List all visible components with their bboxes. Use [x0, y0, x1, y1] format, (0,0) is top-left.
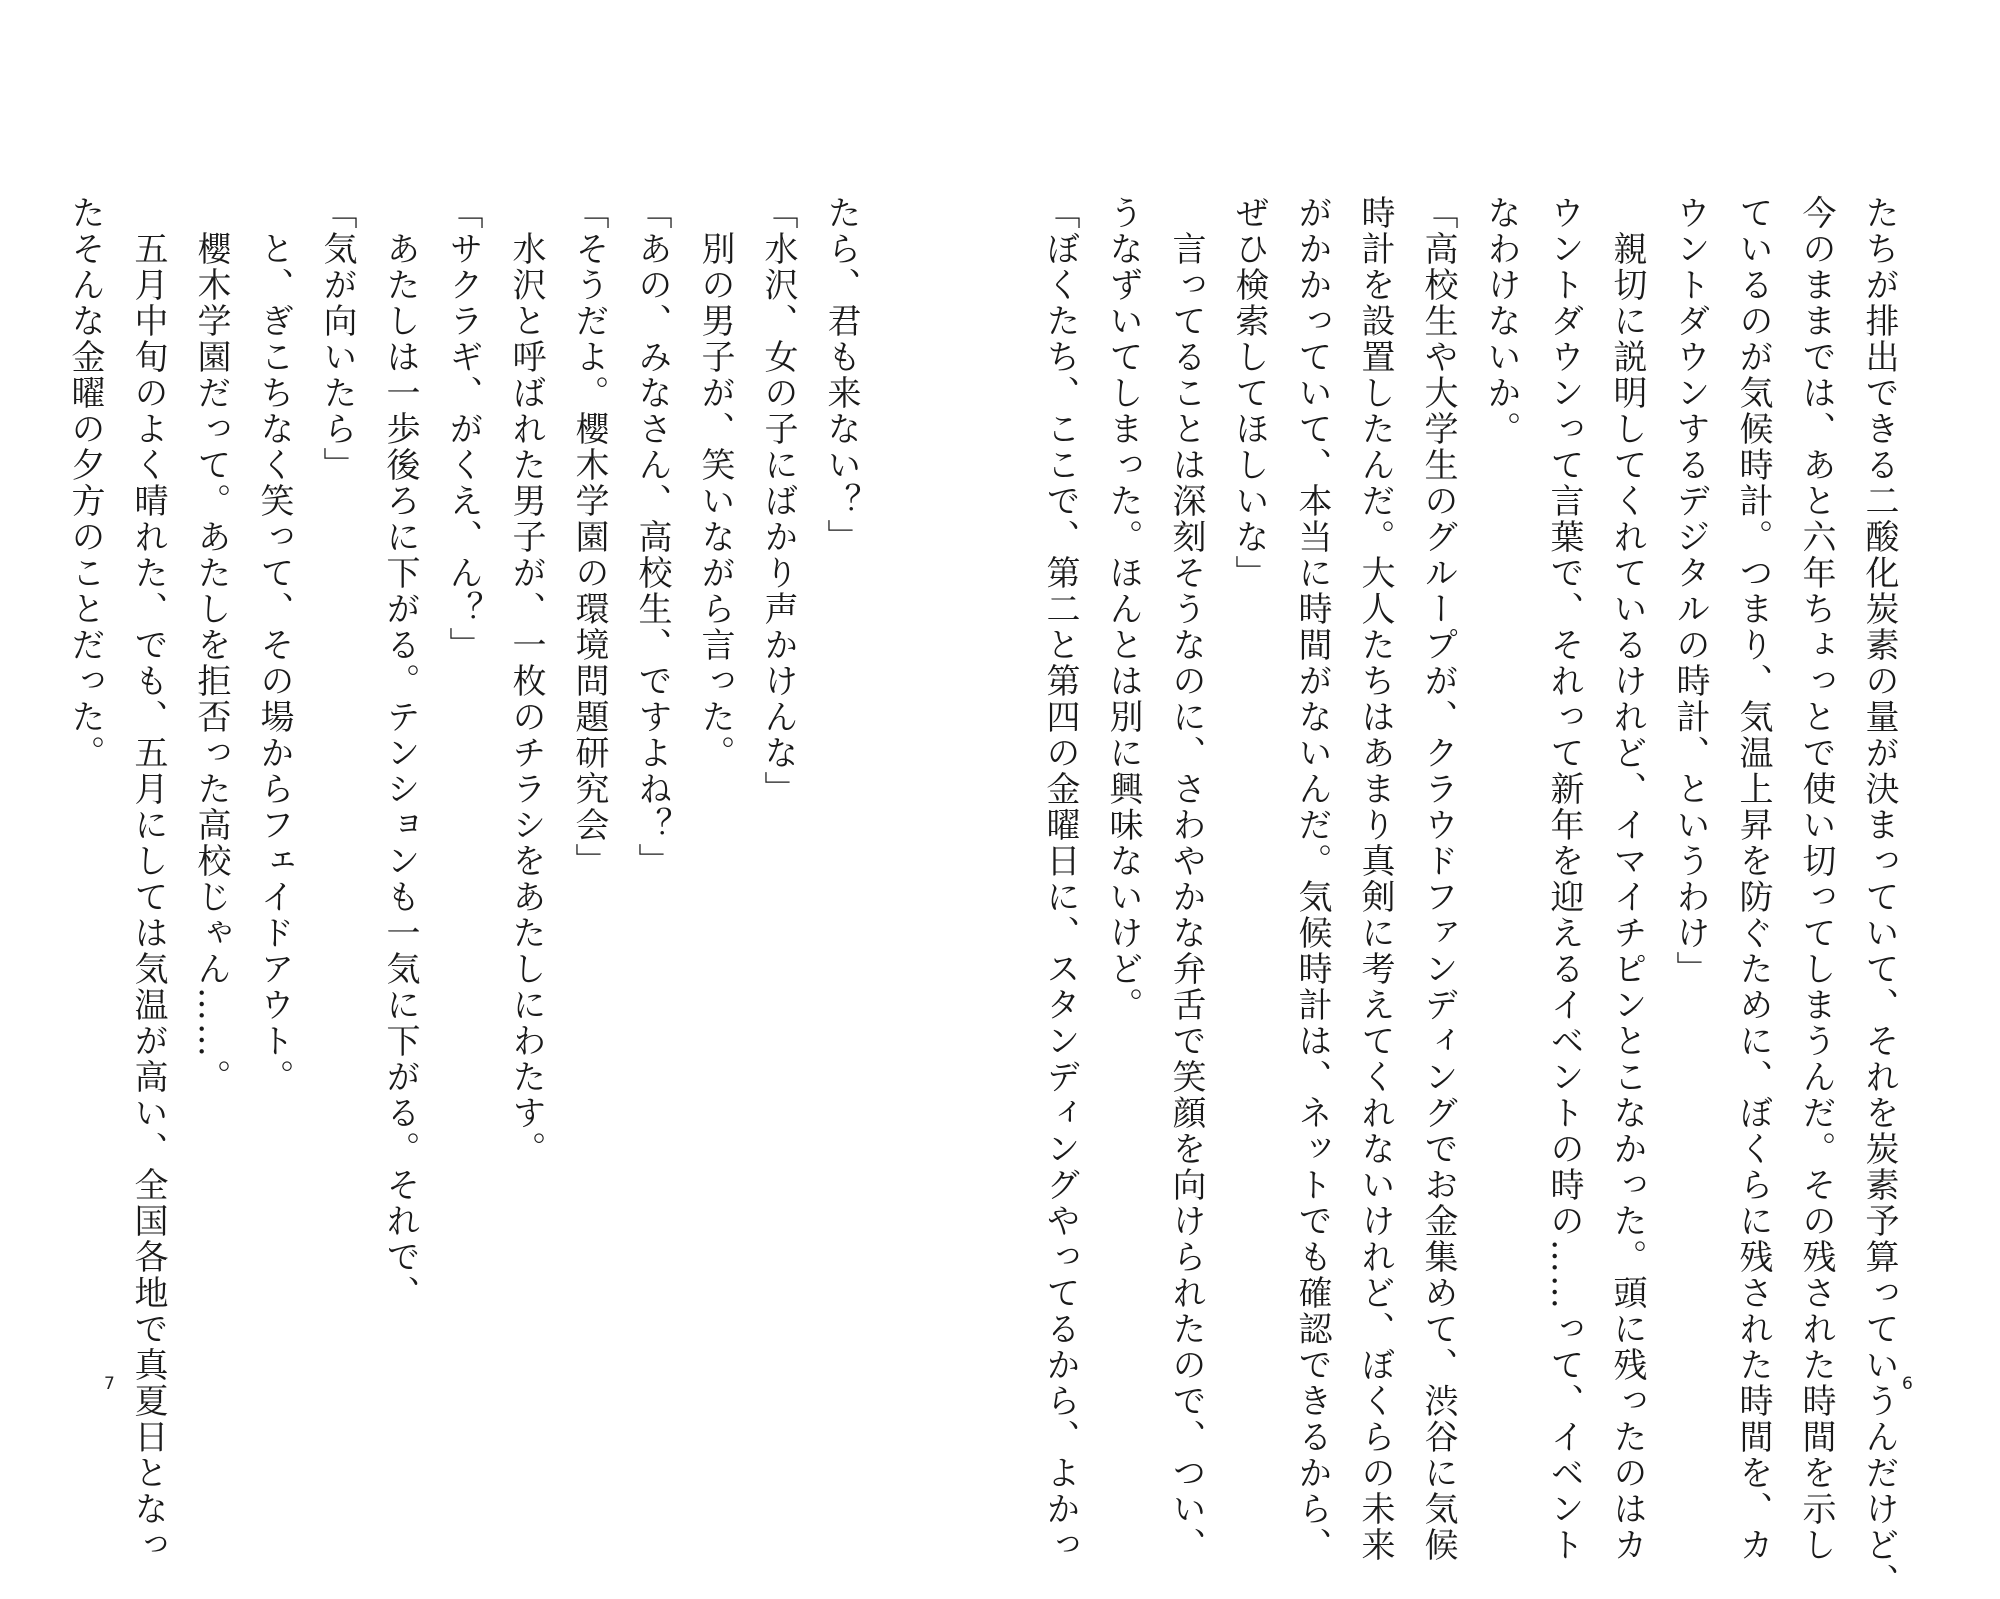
text-line: 水沢と呼ばれた男子が、一枚のチラシをあたしにわたす。	[506, 195, 546, 1167]
text-line: ぜひ検索してほしいな」	[1229, 195, 1269, 591]
text-line: なわけないか。	[1481, 195, 1521, 447]
page-number: 7	[104, 1374, 115, 1394]
text-line: 今のままでは、あと六年ちょっとで使い切ってしまうんだ。その残された時間を示し	[1796, 195, 1836, 1563]
text-line: ウントダウンって言葉で、それって新年を迎えるイベントの時の……って、イベント	[1544, 195, 1584, 1563]
text-line: あたしは一歩後ろに下がる。テンションも一気に下がる。それで、	[380, 195, 420, 1311]
text-line: 別の男子が、笑いながら言った。	[695, 195, 735, 771]
text-line: 「水沢、女の子にばかり声かけんな」	[758, 195, 798, 807]
text-line: たら、君も来ない？」	[821, 195, 861, 555]
right-page	[1000, 0, 2000, 1599]
text-line: 時計を設置したんだ。大人たちはあまり真剣に考えてくれないけれど、ぼくらの未来	[1355, 195, 1395, 1563]
left-page	[0, 0, 1000, 1563]
text-line: 五月中旬のよく晴れた、でも、五月にしては気温が高い、全国各地で真夏日となっ	[128, 195, 168, 1563]
right-page-text	[1028, 195, 1910, 1599]
text-line: 櫻木学園だって。あたしを拒否った高校じゃん……。	[191, 195, 231, 1095]
text-line: 「気が向いたら」	[317, 195, 357, 483]
text-line: 「ぼくたち、ここで、第二と第四の金曜日に、スタンディングやってるから、よかっ	[1040, 195, 1080, 1563]
text-line: 「そうだよ。櫻木学園の環境問題研究会」	[569, 195, 609, 879]
text-line: 「サクラギ、がくえ、ん？」	[443, 195, 483, 663]
text-line: 親切に説明してくれているけれど、イマイチピンとこなかった。頭に残ったのはカ	[1607, 195, 1647, 1563]
text-line: 「高校生や大学生のグループが、クラウドファンディングでお金集めて、渋谷に気候	[1418, 195, 1458, 1563]
text-line: ているのが気候時計。つまり、気温上昇を防ぐために、ぼくらに残された時間を、カ	[1733, 195, 1773, 1563]
text-line: 言ってることは深刻そうなのに、さわやかな弁舌で笑顔を向けられたので、つい、	[1166, 195, 1206, 1563]
text-line: がかかっていて、本当に時間がないんだ。気候時計は、ネットでも確認できるから、	[1292, 195, 1332, 1563]
text-line: たちが排出できる二酸化炭素の量が決まっていて、それを炭素予算っていうんだけど、	[1859, 195, 1899, 1599]
text-line: 「あの、みなさん、高校生、ですよね？」	[632, 195, 672, 879]
left-page-text	[53, 195, 872, 1563]
page-number: 6	[1902, 1374, 1913, 1394]
text-line: たそんな金曜の夕方のことだった。	[65, 195, 105, 771]
text-line: と、ぎこちなく笑って、その場からフェイドアウト。	[254, 195, 294, 1095]
text-line: ウントダウンするデジタルの時計、というわけ」	[1670, 195, 1710, 987]
text-line: うなずいてしまった。ほんとは別に興味ないけど。	[1103, 195, 1143, 1023]
